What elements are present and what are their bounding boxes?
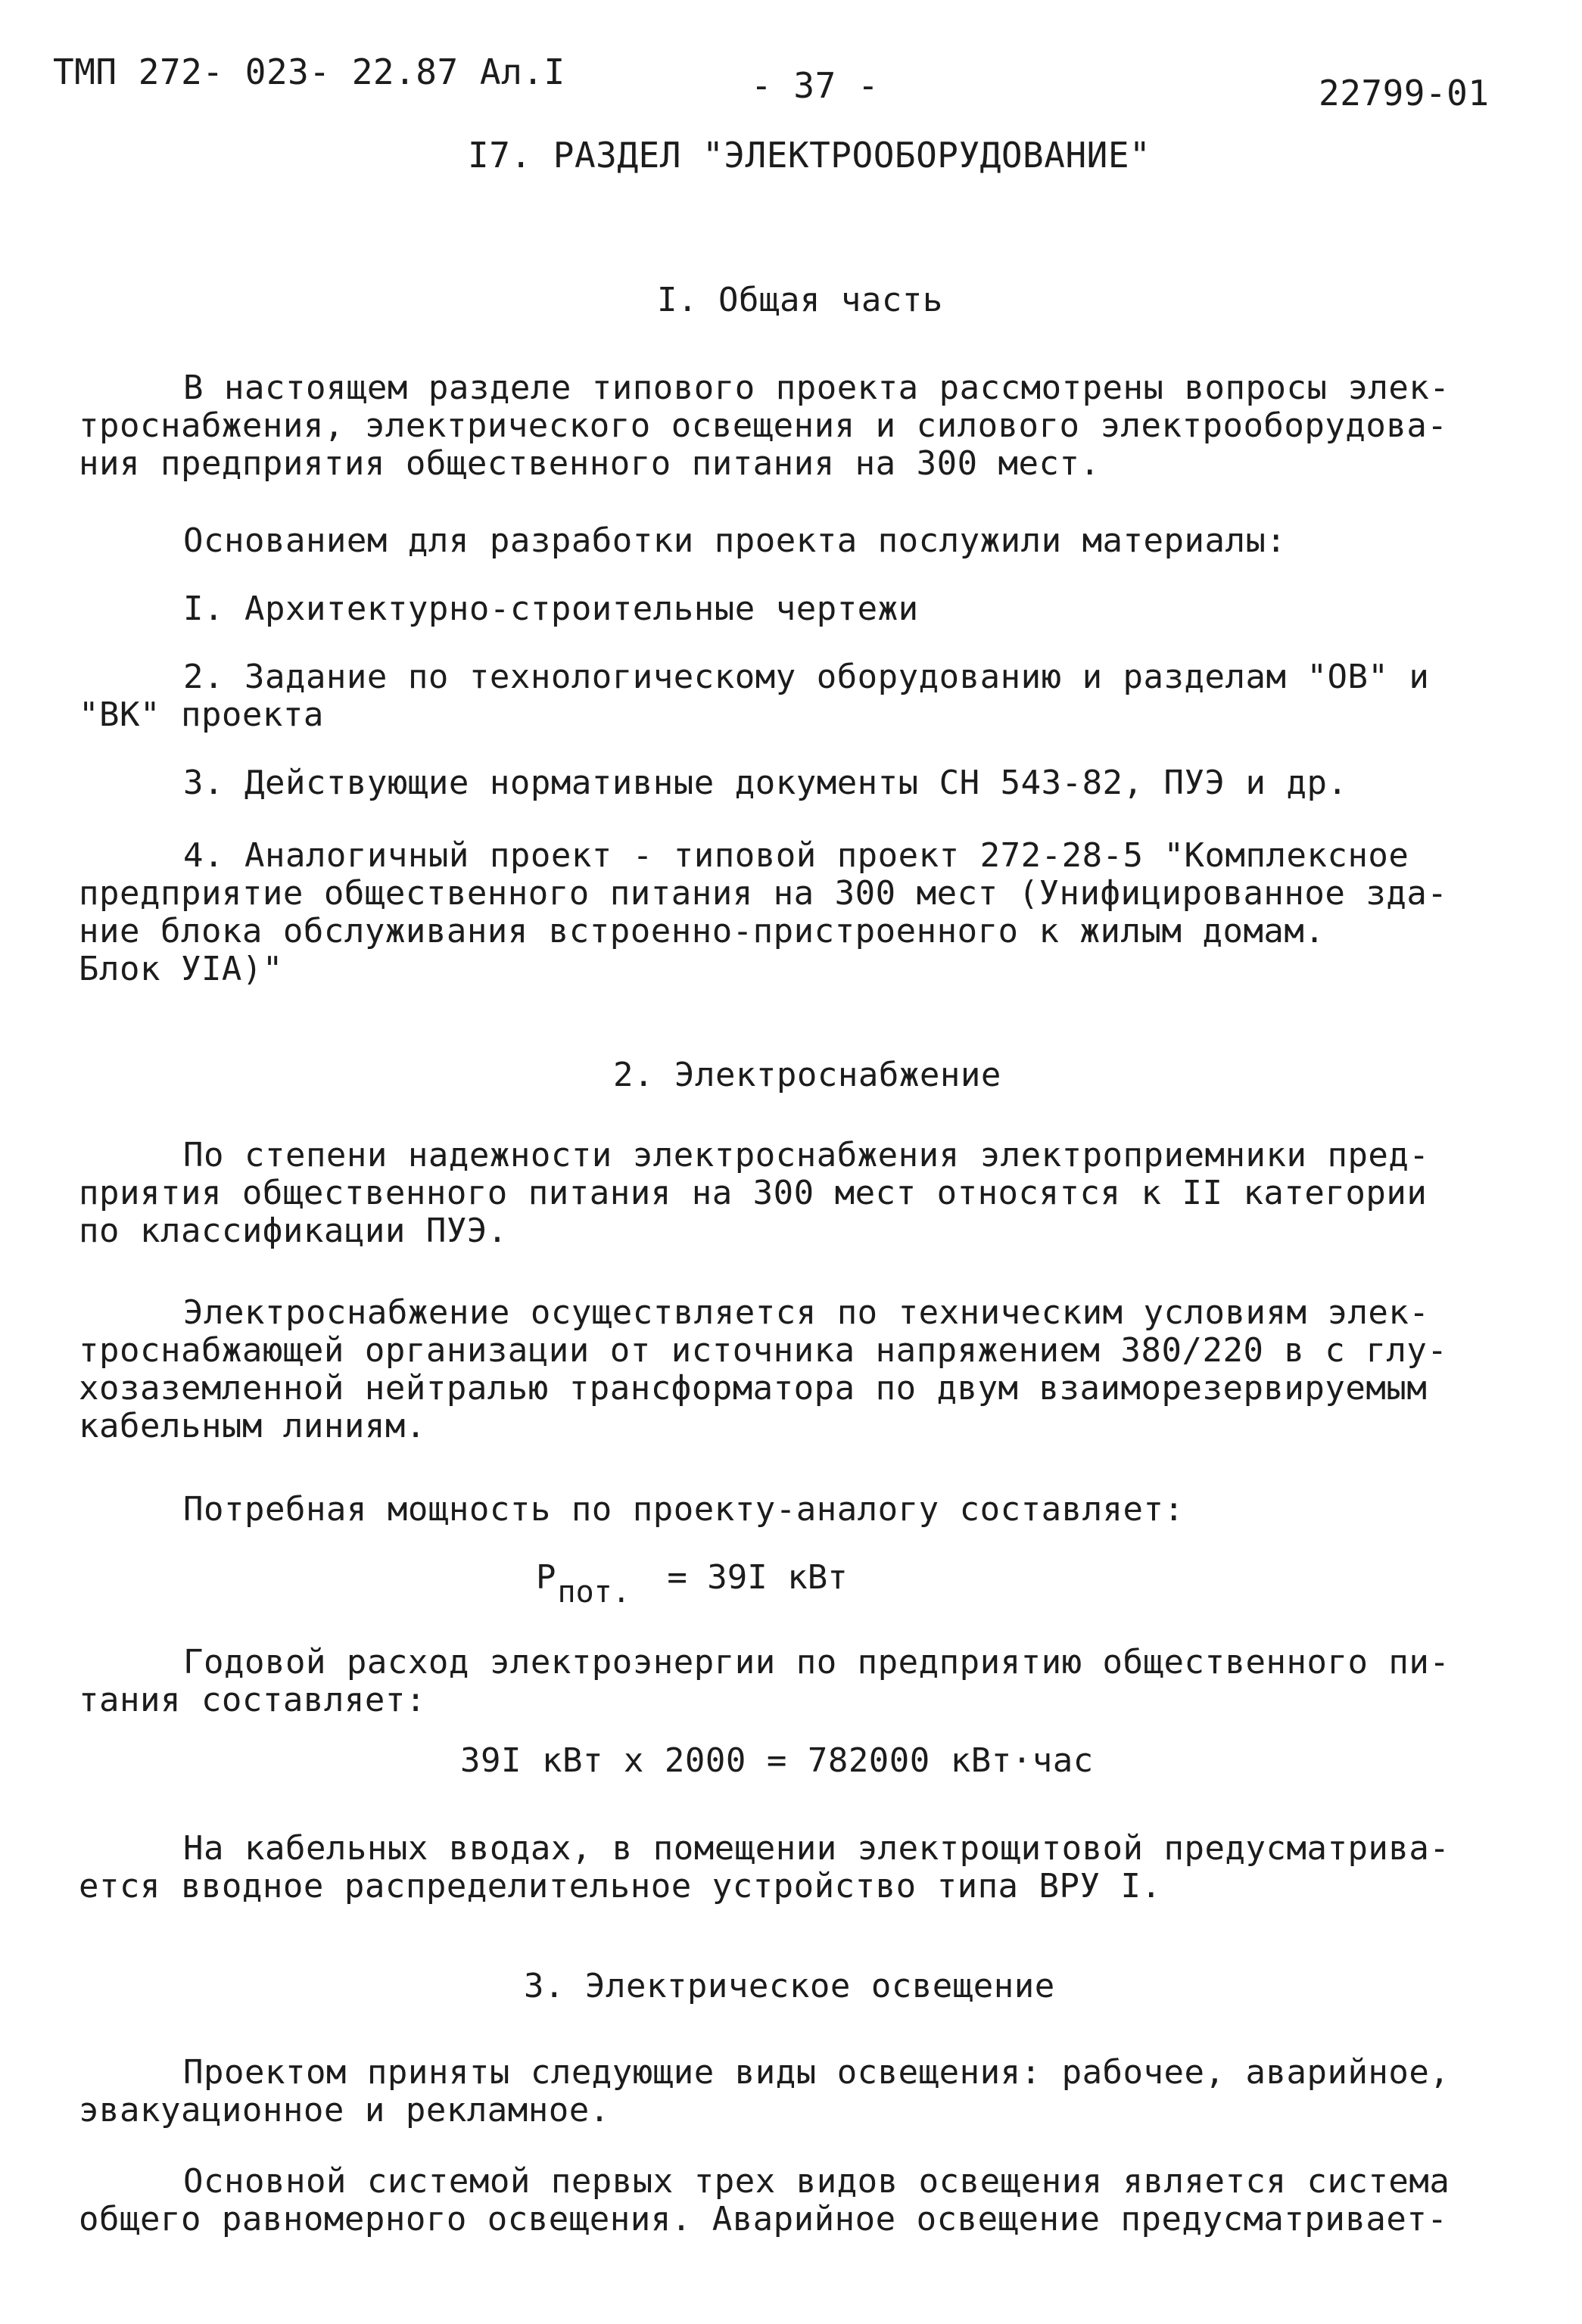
document-code: ТМП 272- 023- 22.87 Ал.I — [53, 51, 565, 92]
power-formula — [536, 1558, 848, 1610]
document-number: 22799-01 — [1319, 73, 1490, 114]
supply-paragraph: Электроснабжение осуществляется по техническим условиям элек- троснабжающей организации от источника напряжением 380/220 в с глу- хозаземленной нейтралью трансформатора по двум взаиморезервируемым кабельным линиям. — [79, 1293, 1448, 1445]
lighting-system-paragraph: Основной системой первых трех видов освещения является система общего равномерного освещения. Аварийное освещение предусматривает- — [79, 2162, 1450, 2238]
basis-item-4: 4. Аналогичный проект - типовой проект 272-28-5 "Комплексное предприятие общественного питания на 300 мест (Унифицированное зда- ние блока обслуживания встроенно-пристроенного к жилым домам. Блок УIА)" — [79, 836, 1448, 988]
annual-formula: 39I кВт х 2000 = 782000 кВт·час — [460, 1741, 1094, 1780]
basis-item-2: 2. Задание по технологическому оборудованию и разделам "ОВ" и "ВК" проекта — [79, 658, 1430, 734]
annual-lead-paragraph: Годовой расход электроэнергии по предприятию общественного пи- тания составляет: — [79, 1643, 1450, 1719]
basis-item-1: I. Архитектурно-строительные чертежи — [183, 590, 919, 628]
power-value: = 39I кВт — [667, 1558, 848, 1597]
power-subscript: пот. — [557, 1575, 631, 1610]
section-title: I7. РАЗДЕЛ "ЭЛЕКТРООБОРУДОВАНИЕ" — [468, 135, 1151, 176]
basis-item-3: 3. Действующие нормативные документы СН 543-82, ПУЭ и др. — [183, 764, 1348, 802]
lighting-types-paragraph: Проектом приняты следующие виды освещения: рабочее, аварийное, эвакуационное и рекламное. — [79, 2053, 1450, 2130]
part2-heading: 2. Электроснабжение — [613, 1056, 1001, 1094]
part1-heading: I. Общая часть — [657, 281, 943, 319]
basis-lead-paragraph: Основанием для разработки проекта послужили материалы: — [183, 521, 1287, 560]
cable-inputs-paragraph: На кабельных вводах, в помещении электрощитовой предусматрива- ется вводное распределительное устройство типа ВРУ I. — [79, 1829, 1450, 1906]
power-lead-paragraph: Потребная мощность по проекту-аналогу составляет: — [183, 1490, 1185, 1529]
power-symbol: P — [536, 1558, 556, 1597]
part1-intro-paragraph: В настоящем разделе типового проекта рассмотрены вопросы элек- троснабжения, электрического освещения и силового электрооборудова- ния предприятия общественного питания на 300 мест. — [79, 369, 1450, 483]
page-number: - 37 - — [751, 65, 880, 106]
reliability-paragraph: По степени надежности электроснабжения электроприемники пред- приятия общественного питания на 300 мест относятся к II категории по классификации ПУЭ. — [79, 1136, 1430, 1250]
part3-heading: 3. Электрическое освещение — [524, 1967, 1055, 2005]
